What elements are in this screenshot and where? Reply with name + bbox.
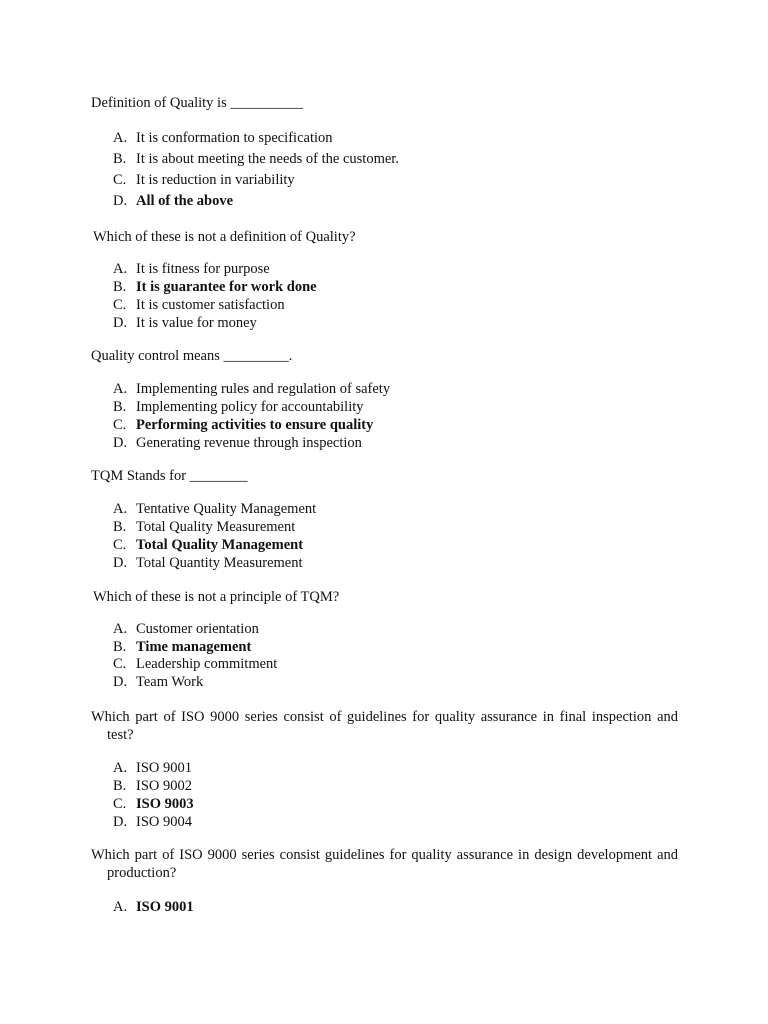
- option-b-answer: [113, 639, 277, 657]
- option-letter: A.: [113, 261, 128, 277]
- question-3-options: [113, 380, 390, 452]
- option-b: [113, 150, 399, 171]
- question-4: TQM Stands for ________: [91, 468, 248, 484]
- option-a-answer: [113, 898, 194, 916]
- option-text-correct: All of the above: [136, 193, 234, 209]
- option-letter: D.: [113, 814, 128, 830]
- option-letter: C.: [113, 796, 127, 812]
- option-a: [113, 621, 277, 639]
- option-b: [113, 777, 194, 795]
- option-c-answer: [113, 536, 316, 554]
- question-3: Quality control means _________.: [91, 348, 293, 364]
- question-6: Which part of ISO 9000 series consist of guidelines for quality assurance in final inspection and test?: [91, 709, 678, 743]
- option-text: Total Quality Measurement: [136, 519, 296, 535]
- option-letter: D.: [113, 674, 128, 691]
- option-text-correct: Time management: [136, 638, 252, 655]
- option-letter: B.: [113, 778, 127, 794]
- option-text: Customer orientation: [136, 621, 259, 637]
- question-1: Definition of Quality is __________: [91, 95, 303, 111]
- option-a: [113, 380, 390, 398]
- option-letter: D.: [113, 315, 128, 331]
- option-letter: A.: [113, 130, 128, 146]
- option-letter: C.: [113, 172, 127, 188]
- option-text: ISO 9002: [136, 778, 192, 794]
- option-text: It is value for money: [136, 315, 257, 331]
- option-text: It is about meeting the needs of the customer.: [136, 151, 399, 167]
- option-a: [113, 260, 317, 278]
- option-letter: C.: [113, 417, 127, 433]
- option-c-answer: [113, 416, 390, 434]
- option-text: Leadership commitment: [136, 656, 278, 673]
- option-d: [113, 434, 390, 452]
- option-letter: A.: [113, 899, 128, 915]
- option-letter: B.: [113, 151, 127, 167]
- question-5-options: [113, 621, 277, 692]
- option-text: ISO 9001: [136, 760, 192, 776]
- option-text: Team Work: [136, 674, 204, 691]
- option-text-correct: Performing activities to ensure quality: [136, 417, 374, 433]
- option-letter: D.: [113, 193, 128, 209]
- option-letter: A.: [113, 501, 128, 517]
- option-letter: B.: [113, 279, 127, 295]
- option-a: [113, 759, 194, 777]
- option-c-answer: [113, 795, 194, 813]
- option-d: [113, 314, 317, 332]
- option-letter: A.: [113, 760, 128, 776]
- option-letter: A.: [113, 621, 128, 637]
- option-c: [113, 296, 317, 314]
- option-letter: D.: [113, 435, 128, 451]
- option-letter: C.: [113, 297, 127, 313]
- option-letter: A.: [113, 381, 128, 397]
- option-b: [113, 518, 316, 536]
- option-d: [113, 674, 277, 692]
- option-letter: B.: [113, 399, 127, 415]
- option-a: [113, 500, 316, 518]
- option-letter: C.: [113, 537, 127, 553]
- option-text-correct: ISO 9003: [136, 796, 194, 812]
- option-b-answer: [113, 278, 317, 296]
- question-2: Which of these is not a definition of Quality?: [93, 229, 356, 245]
- option-letter: B.: [113, 519, 127, 535]
- option-a: [113, 129, 399, 150]
- question-4-options: [113, 500, 316, 572]
- option-c: [113, 656, 277, 674]
- option-text: Implementing rules and regulation of safety: [136, 381, 391, 397]
- option-text: It is customer satisfaction: [136, 297, 285, 313]
- option-text: Implementing policy for accountability: [136, 399, 364, 415]
- option-text: ISO 9004: [136, 814, 192, 830]
- question-7-options: [113, 898, 194, 916]
- question-7: Which part of ISO 9000 series consist guidelines for quality assurance in design development and production?: [91, 847, 678, 881]
- question-5: Which of these is not a principle of TQM?: [93, 589, 340, 605]
- option-text-correct: It is guarantee for work done: [136, 279, 317, 295]
- option-d: [113, 813, 194, 831]
- option-text: It is fitness for purpose: [136, 261, 270, 277]
- option-letter: B.: [113, 638, 127, 655]
- option-letter: C.: [113, 656, 127, 673]
- question-6-options: [113, 759, 194, 831]
- option-text: Total Quantity Measurement: [136, 555, 303, 571]
- question-1-options: [113, 129, 399, 213]
- option-d-answer: [113, 192, 399, 213]
- option-text: Generating revenue through inspection: [136, 435, 362, 451]
- question-2-options: [113, 260, 317, 332]
- option-text: Tentative Quality Management: [136, 501, 317, 517]
- option-text: It is conformation to specification: [136, 130, 333, 146]
- option-text-correct: ISO 9001: [136, 899, 194, 915]
- option-text-correct: Total Quality Management: [136, 537, 304, 553]
- option-d: [113, 554, 316, 572]
- option-letter: D.: [113, 555, 128, 571]
- option-text: It is reduction in variability: [136, 172, 295, 188]
- option-b: [113, 398, 390, 416]
- option-c: [113, 171, 399, 192]
